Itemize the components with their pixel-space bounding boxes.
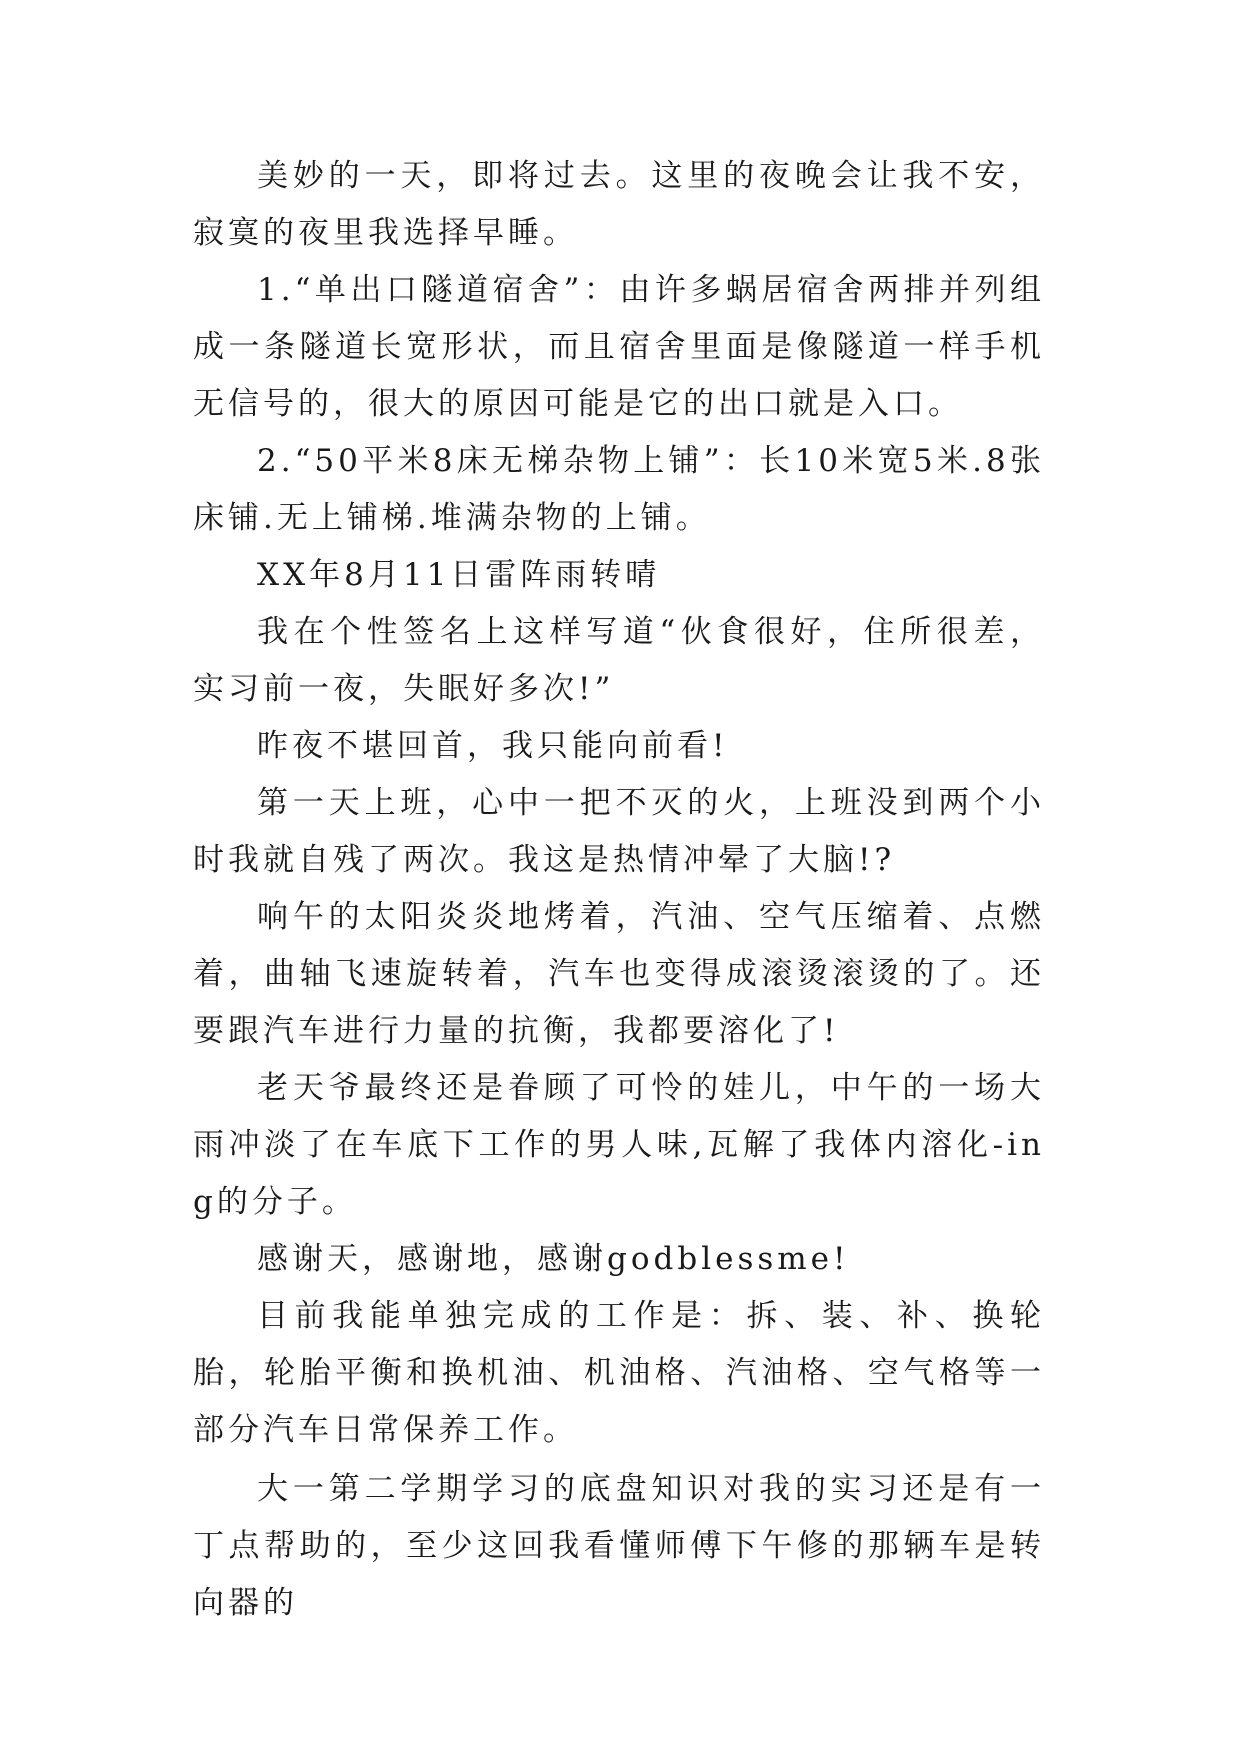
paragraph-rain: 老天爷最终还是眷顾了可怜的娃儿，中午的一场大雨冲淡了在车底下工作的男人味,瓦解了我体内溶化-ing的分子。 <box>193 1070 1045 1220</box>
paragraph-look-forward: 昨夜不堪回首，我只能向前看! <box>257 728 729 764</box>
paragraph-signature: 我在个性签名上这样写道“伙食很好，住所很差，实习前一夜，失眠好多次!” <box>193 614 1045 707</box>
paragraph-date-heading: XX年8月11日雷阵雨转晴 <box>257 557 661 593</box>
paragraph-dorm-tunnel: 1.“单出口隧道宿舍”：由许多蜗居宿舍两排并列组成一条隧道长宽形状，而且宿舍里面是像隧道一样手机无信号的，很大的原因可能是它的出口就是入口。 <box>193 272 1045 422</box>
paragraph-thanks: 感谢天，感谢地，感谢godblessme! <box>257 1241 850 1277</box>
paragraph-dorm-beds: 2.“50平米8床无梯杂物上铺”：长10米宽5米.8张床铺.无上铺梯.堆满杂物的上铺。 <box>193 443 1045 536</box>
paragraph-first-day: 第一天上班，心中一把不灭的火，上班没到两个小时我就自残了两次。我这是热情冲晕了大脑!? <box>193 785 1045 878</box>
paragraph-chassis-knowledge: 大一第二学期学习的底盘知识对我的实习还是有一丁点帮助的，至少这回我看懂师傅下午修的那辆车是转向器的 <box>193 1471 1045 1621</box>
paragraph-skills: 目前我能单独完成的工作是：拆、装、补、换轮胎，轮胎平衡和换机油、机油格、汽油格、空气格等一部分汽车日常保养工作。 <box>193 1298 1045 1448</box>
document-body <box>193 148 1045 1632</box>
paragraph-noon-heat: 响午的太阳炎炎地烤着，汽油、空气压缩着、点燃着，曲轴飞速旋转着，汽车也变得成滚烫滚烫的了。还要跟汽车进行力量的抗衡，我都要溶化了! <box>193 899 1045 1049</box>
paragraph-night: 美妙的一天，即将过去。这里的夜晚会让我不安，寂寞的夜里我选择早睡。 <box>193 158 1045 251</box>
